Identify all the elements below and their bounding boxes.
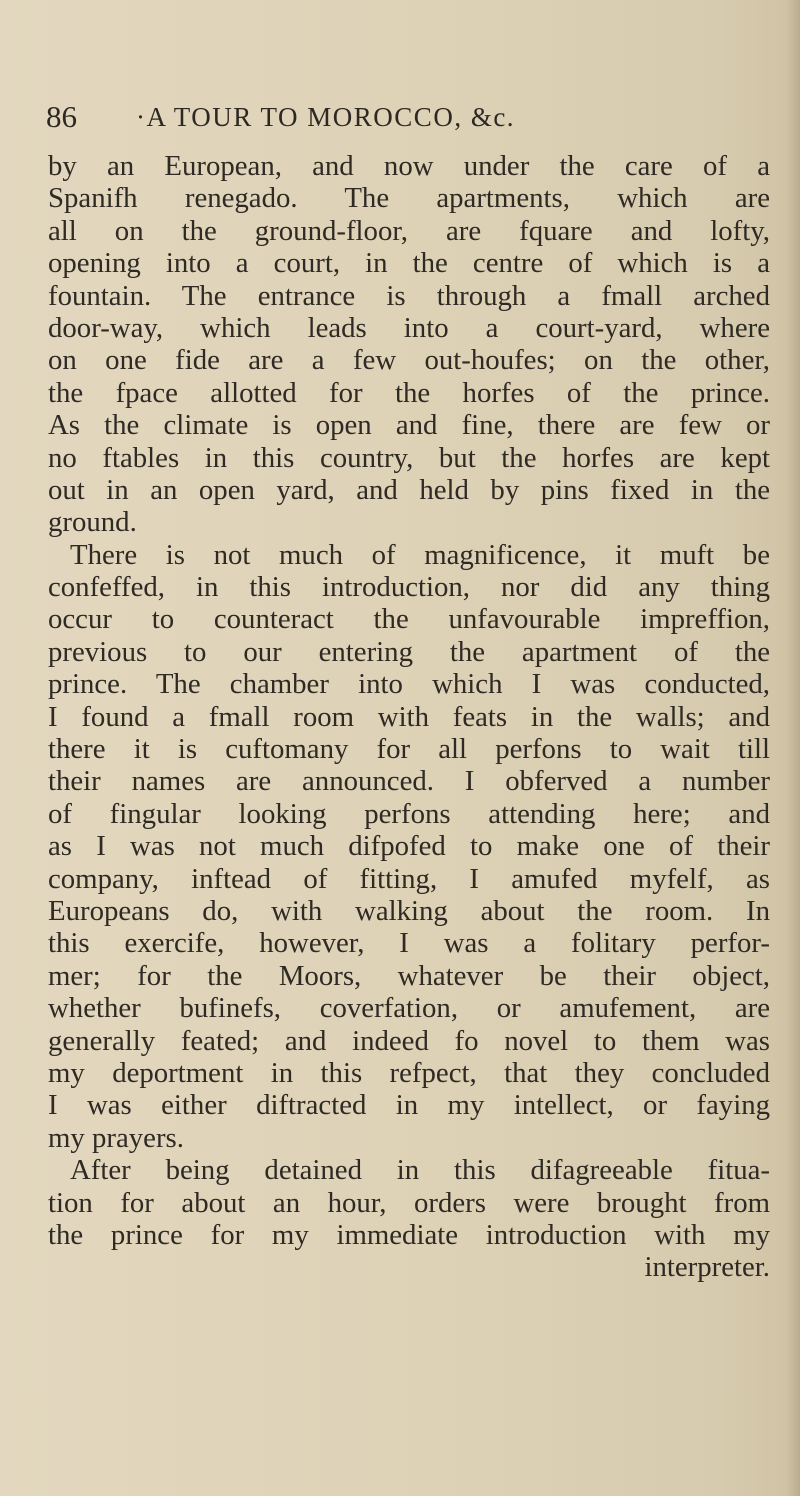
text-line: previous to our entering the apartment of the bbox=[48, 635, 770, 668]
text-line: generally feated; and indeed fo novel to them was bbox=[48, 1024, 770, 1057]
text-line: the prince for my immediate introduction with my bbox=[48, 1218, 770, 1251]
text-line: there it is cuftomany for all perfons to wait till bbox=[48, 733, 770, 766]
text-line: my prayers. bbox=[48, 1121, 184, 1154]
text-line: on one fide are a few out-houfes; on the other, bbox=[48, 344, 770, 377]
body-text bbox=[48, 150, 770, 1284]
text-line: Europeans do, with walking about the room. In bbox=[48, 894, 770, 927]
text-line: my deportment in this refpect, that they concluded bbox=[48, 1056, 770, 1089]
text-line: no ftables in this country, but the horfes are kept bbox=[48, 441, 770, 474]
text-line: of fingular looking perfons attending here; and bbox=[48, 797, 770, 830]
running-title: ·A TOUR TO MOROCCO, &c. bbox=[136, 102, 516, 132]
text-line: whether bufinefs, coverfation, or amufement, are bbox=[48, 992, 770, 1025]
text-line: I was either diftracted in my intellect, or faying bbox=[48, 1089, 770, 1122]
text-line: company, inftead of fitting, I amufed myfelf, as bbox=[48, 862, 770, 895]
text-line: the fpace allotted for the horfes of the prince. bbox=[48, 376, 770, 409]
text-line: prince. The chamber into which I was conducted, bbox=[48, 668, 770, 701]
text-line: I found a fmall room with feats in the walls; and bbox=[48, 700, 770, 733]
text-line: this exercife, however, I was a folitary perfor- bbox=[48, 927, 770, 960]
paragraph-start-line: There is not much of magnificence, it muft be bbox=[70, 538, 770, 571]
text-line: out in an open yard, and held by pins fixed in the bbox=[48, 473, 770, 506]
paragraph-start-line: After being detained in this difagreeable fitua- bbox=[70, 1154, 770, 1187]
text-line: tion for about an hour, orders were brought from bbox=[48, 1186, 770, 1219]
text-line: as I was not much difpofed to make one of their bbox=[48, 830, 770, 863]
text-line: As the climate is open and fine, there are few or bbox=[48, 409, 770, 442]
text-line: their names are announced. I obferved a number bbox=[48, 765, 770, 798]
text-line: confeffed, in this introduction, nor did any thing bbox=[48, 571, 770, 604]
text-line: ground. bbox=[48, 506, 137, 539]
text-line: fountain. The entrance is through a fmall arched bbox=[48, 279, 770, 312]
text-line: Spanifh renegado. The apartments, which are bbox=[48, 182, 770, 215]
text-line: all on the ground-floor, are fquare and lofty, bbox=[48, 214, 770, 247]
text-line: occur to counteract the unfavourable impreffion, bbox=[48, 603, 770, 636]
page-header bbox=[46, 97, 766, 137]
text-line: by an European, and now under the care of a bbox=[48, 150, 770, 182]
text-line: mer; for the Moors, whatever be their object, bbox=[48, 959, 770, 992]
text-line: opening into a court, in the centre of which is a bbox=[48, 247, 770, 280]
page-number: 86 bbox=[46, 99, 77, 134]
text-line: interpreter. bbox=[644, 1251, 770, 1284]
text-line: door-way, which leads into a court-yard, where bbox=[48, 311, 770, 344]
